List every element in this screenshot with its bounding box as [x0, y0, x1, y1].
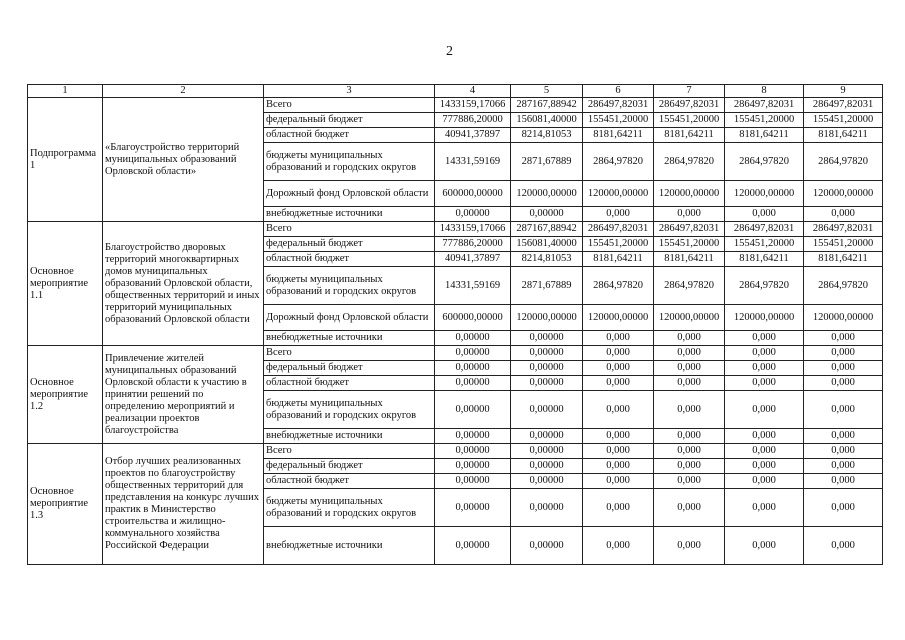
value-cell: 0,000 — [804, 376, 883, 391]
value-cell: 0,000 — [654, 207, 725, 222]
value-cell: 8181,64211 — [804, 128, 883, 143]
value-cell: 0,000 — [804, 527, 883, 565]
value-cell: 600000,00000 — [435, 305, 511, 331]
funding-source-cell: Всего — [264, 222, 435, 237]
column-header: 8 — [725, 85, 804, 98]
funding-source-cell: внебюджетные источники — [264, 429, 435, 444]
value-cell: 0,000 — [804, 474, 883, 489]
column-header: 4 — [435, 85, 511, 98]
funding-source-cell: областной бюджет — [264, 252, 435, 267]
value-cell: 120000,00000 — [583, 305, 654, 331]
funding-source-cell: Дорожный фонд Орловской области — [264, 305, 435, 331]
value-cell: 0,000 — [725, 459, 804, 474]
funding-source-cell: бюджеты муниципальных образований и городских округов — [264, 267, 435, 305]
value-cell: 120000,00000 — [725, 181, 804, 207]
value-cell: 0,00000 — [511, 376, 583, 391]
table-row — [28, 98, 883, 113]
value-cell: 155451,20000 — [583, 113, 654, 128]
value-cell: 0,000 — [725, 361, 804, 376]
column-header: 1 — [28, 85, 103, 98]
page-number: 2 — [446, 44, 453, 59]
funding-source-cell: внебюджетные источники — [264, 527, 435, 565]
value-cell: 0,00000 — [435, 391, 511, 429]
value-cell: 8181,64211 — [654, 252, 725, 267]
value-cell: 0,00000 — [435, 376, 511, 391]
value-cell: 0,00000 — [511, 444, 583, 459]
value-cell: 0,000 — [583, 429, 654, 444]
funding-source-cell: областной бюджет — [264, 376, 435, 391]
value-cell: 120000,00000 — [654, 181, 725, 207]
value-cell: 2864,97820 — [725, 143, 804, 181]
value-cell: 120000,00000 — [804, 181, 883, 207]
value-cell: 0,000 — [725, 376, 804, 391]
value-cell: 0,000 — [654, 376, 725, 391]
header-row — [28, 85, 883, 98]
value-cell: 0,000 — [804, 361, 883, 376]
value-cell: 286497,82031 — [725, 222, 804, 237]
value-cell: 2864,97820 — [804, 143, 883, 181]
value-cell: 286497,82031 — [583, 222, 654, 237]
value-cell: 8181,64211 — [725, 252, 804, 267]
table-row — [28, 444, 883, 459]
value-cell: 0,000 — [583, 346, 654, 361]
funding-source-cell: федеральный бюджет — [264, 237, 435, 252]
value-cell: 0,00000 — [511, 346, 583, 361]
value-cell: 0,000 — [725, 444, 804, 459]
value-cell: 777886,20000 — [435, 237, 511, 252]
value-cell: 0,000 — [725, 527, 804, 565]
value-cell: 0,000 — [804, 489, 883, 527]
value-cell: 2864,97820 — [804, 267, 883, 305]
value-cell: 0,000 — [725, 207, 804, 222]
value-cell: 286497,82031 — [804, 222, 883, 237]
column-header: 5 — [511, 85, 583, 98]
value-cell: 0,000 — [804, 331, 883, 346]
value-cell: 120000,00000 — [511, 305, 583, 331]
value-cell: 0,000 — [583, 444, 654, 459]
value-cell: 0,000 — [583, 527, 654, 565]
value-cell: 2864,97820 — [725, 267, 804, 305]
value-cell: 120000,00000 — [583, 181, 654, 207]
value-cell: 14331,59169 — [435, 143, 511, 181]
budget-table — [27, 84, 883, 565]
value-cell: 0,000 — [583, 391, 654, 429]
value-cell: 0,000 — [804, 346, 883, 361]
funding-source-cell: федеральный бюджет — [264, 459, 435, 474]
funding-source-cell: Всего — [264, 346, 435, 361]
value-cell: 8181,64211 — [583, 128, 654, 143]
value-cell: 0,000 — [654, 527, 725, 565]
value-cell: 120000,00000 — [804, 305, 883, 331]
value-cell: 0,000 — [804, 391, 883, 429]
funding-source-cell: бюджеты муниципальных образований и городских округов — [264, 489, 435, 527]
value-cell: 0,00000 — [435, 331, 511, 346]
value-cell: 40941,37897 — [435, 128, 511, 143]
column-header: 9 — [804, 85, 883, 98]
value-cell: 8214,81053 — [511, 252, 583, 267]
value-cell: 0,00000 — [435, 444, 511, 459]
column-header: 2 — [103, 85, 264, 98]
value-cell: 120000,00000 — [725, 305, 804, 331]
program-description-cell: Благоустройство дворовых территорий многоквартирных домов муниципальных образований Орловской области, общественных территорий и иных территорий муниципальных образований Орловской области — [103, 222, 264, 346]
program-name-cell: Основное мероприятие 1.1 — [28, 222, 103, 346]
value-cell: 0,000 — [725, 474, 804, 489]
value-cell: 0,000 — [654, 474, 725, 489]
value-cell: 0,00000 — [511, 331, 583, 346]
value-cell: 2864,97820 — [654, 143, 725, 181]
value-cell: 286497,82031 — [804, 98, 883, 113]
value-cell: 0,00000 — [435, 489, 511, 527]
value-cell: 287167,88942 — [511, 222, 583, 237]
value-cell: 0,00000 — [435, 207, 511, 222]
program-description-cell: Отбор лучших реализованных проектов по благоустройству общественных территорий для представления на конкурс лучших практик в Министерство строительства и жилищно-коммунального хозяйства Российской Федерации — [103, 444, 264, 565]
value-cell: 0,00000 — [511, 527, 583, 565]
value-cell: 0,000 — [583, 207, 654, 222]
value-cell: 155451,20000 — [654, 113, 725, 128]
value-cell: 0,00000 — [511, 474, 583, 489]
column-header: 7 — [654, 85, 725, 98]
funding-source-cell: бюджеты муниципальных образований и городских округов — [264, 391, 435, 429]
value-cell: 0,00000 — [435, 527, 511, 565]
program-name-cell: Основное мероприятие 1.2 — [28, 346, 103, 444]
value-cell: 40941,37897 — [435, 252, 511, 267]
value-cell: 0,00000 — [435, 361, 511, 376]
value-cell: 287167,88942 — [511, 98, 583, 113]
value-cell: 0,00000 — [435, 429, 511, 444]
value-cell: 0,000 — [583, 474, 654, 489]
value-cell: 8181,64211 — [583, 252, 654, 267]
funding-source-cell: областной бюджет — [264, 474, 435, 489]
value-cell: 155451,20000 — [725, 113, 804, 128]
value-cell: 155451,20000 — [654, 237, 725, 252]
value-cell: 0,000 — [804, 207, 883, 222]
value-cell: 2864,97820 — [654, 267, 725, 305]
value-cell: 156081,40000 — [511, 113, 583, 128]
value-cell: 155451,20000 — [725, 237, 804, 252]
column-header: 6 — [583, 85, 654, 98]
value-cell: 14331,59169 — [435, 267, 511, 305]
value-cell: 0,000 — [804, 459, 883, 474]
program-description-cell: Привлечение жителей муниципальных образований Орловской области к участию в принятии решений по определению мероприятий и реализации проектов благоустройства — [103, 346, 264, 444]
value-cell: 120000,00000 — [654, 305, 725, 331]
column-header: 3 — [264, 85, 435, 98]
value-cell: 0,000 — [654, 391, 725, 429]
value-cell: 0,000 — [725, 429, 804, 444]
value-cell: 8214,81053 — [511, 128, 583, 143]
table-row — [28, 222, 883, 237]
value-cell: 155451,20000 — [804, 113, 883, 128]
value-cell: 0,000 — [583, 376, 654, 391]
value-cell: 0,000 — [583, 459, 654, 474]
value-cell: 0,00000 — [511, 489, 583, 527]
value-cell: 0,000 — [654, 346, 725, 361]
value-cell: 1433159,17066 — [435, 222, 511, 237]
value-cell: 0,000 — [654, 444, 725, 459]
funding-source-cell: областной бюджет — [264, 128, 435, 143]
value-cell: 0,000 — [583, 361, 654, 376]
value-cell: 8181,64211 — [725, 128, 804, 143]
funding-source-cell: федеральный бюджет — [264, 361, 435, 376]
value-cell: 286497,82031 — [654, 98, 725, 113]
value-cell: 2871,67889 — [511, 143, 583, 181]
value-cell: 0,00000 — [435, 346, 511, 361]
funding-source-cell: Всего — [264, 444, 435, 459]
value-cell: 8181,64211 — [654, 128, 725, 143]
value-cell: 120000,00000 — [511, 181, 583, 207]
funding-source-cell: федеральный бюджет — [264, 113, 435, 128]
funding-source-cell: внебюджетные источники — [264, 207, 435, 222]
value-cell: 0,000 — [583, 331, 654, 346]
value-cell: 8181,64211 — [804, 252, 883, 267]
value-cell: 0,00000 — [511, 429, 583, 444]
value-cell: 286497,82031 — [654, 222, 725, 237]
value-cell: 600000,00000 — [435, 181, 511, 207]
value-cell: 1433159,17066 — [435, 98, 511, 113]
value-cell: 0,000 — [654, 361, 725, 376]
value-cell: 0,000 — [583, 489, 654, 527]
value-cell: 0,000 — [725, 346, 804, 361]
value-cell: 286497,82031 — [725, 98, 804, 113]
value-cell: 156081,40000 — [511, 237, 583, 252]
value-cell: 155451,20000 — [804, 237, 883, 252]
value-cell: 2864,97820 — [583, 143, 654, 181]
value-cell: 777886,20000 — [435, 113, 511, 128]
value-cell: 0,000 — [654, 331, 725, 346]
value-cell: 0,00000 — [511, 361, 583, 376]
value-cell: 0,000 — [654, 429, 725, 444]
value-cell: 0,000 — [725, 331, 804, 346]
value-cell: 0,00000 — [511, 391, 583, 429]
value-cell: 0,00000 — [511, 207, 583, 222]
program-description-cell: «Благоустройство территорий муниципальных образований Орловской области» — [103, 98, 264, 222]
value-cell: 0,00000 — [435, 474, 511, 489]
funding-source-cell: Дорожный фонд Орловской области — [264, 181, 435, 207]
funding-source-cell: внебюджетные источники — [264, 331, 435, 346]
funding-source-cell: Всего — [264, 98, 435, 113]
program-name-cell: Основное мероприятие 1.3 — [28, 444, 103, 565]
value-cell: 0,000 — [654, 459, 725, 474]
value-cell: 2871,67889 — [511, 267, 583, 305]
funding-source-cell: бюджеты муниципальных образований и городских округов — [264, 143, 435, 181]
table-row — [28, 346, 883, 361]
value-cell: 0,000 — [804, 429, 883, 444]
value-cell: 0,000 — [725, 391, 804, 429]
value-cell: 0,000 — [654, 489, 725, 527]
value-cell: 0,000 — [725, 489, 804, 527]
value-cell: 155451,20000 — [583, 237, 654, 252]
program-name-cell: Подпрограмма 1 — [28, 98, 103, 222]
value-cell: 286497,82031 — [583, 98, 654, 113]
value-cell: 2864,97820 — [583, 267, 654, 305]
value-cell: 0,00000 — [435, 459, 511, 474]
value-cell: 0,000 — [804, 444, 883, 459]
value-cell: 0,00000 — [511, 459, 583, 474]
